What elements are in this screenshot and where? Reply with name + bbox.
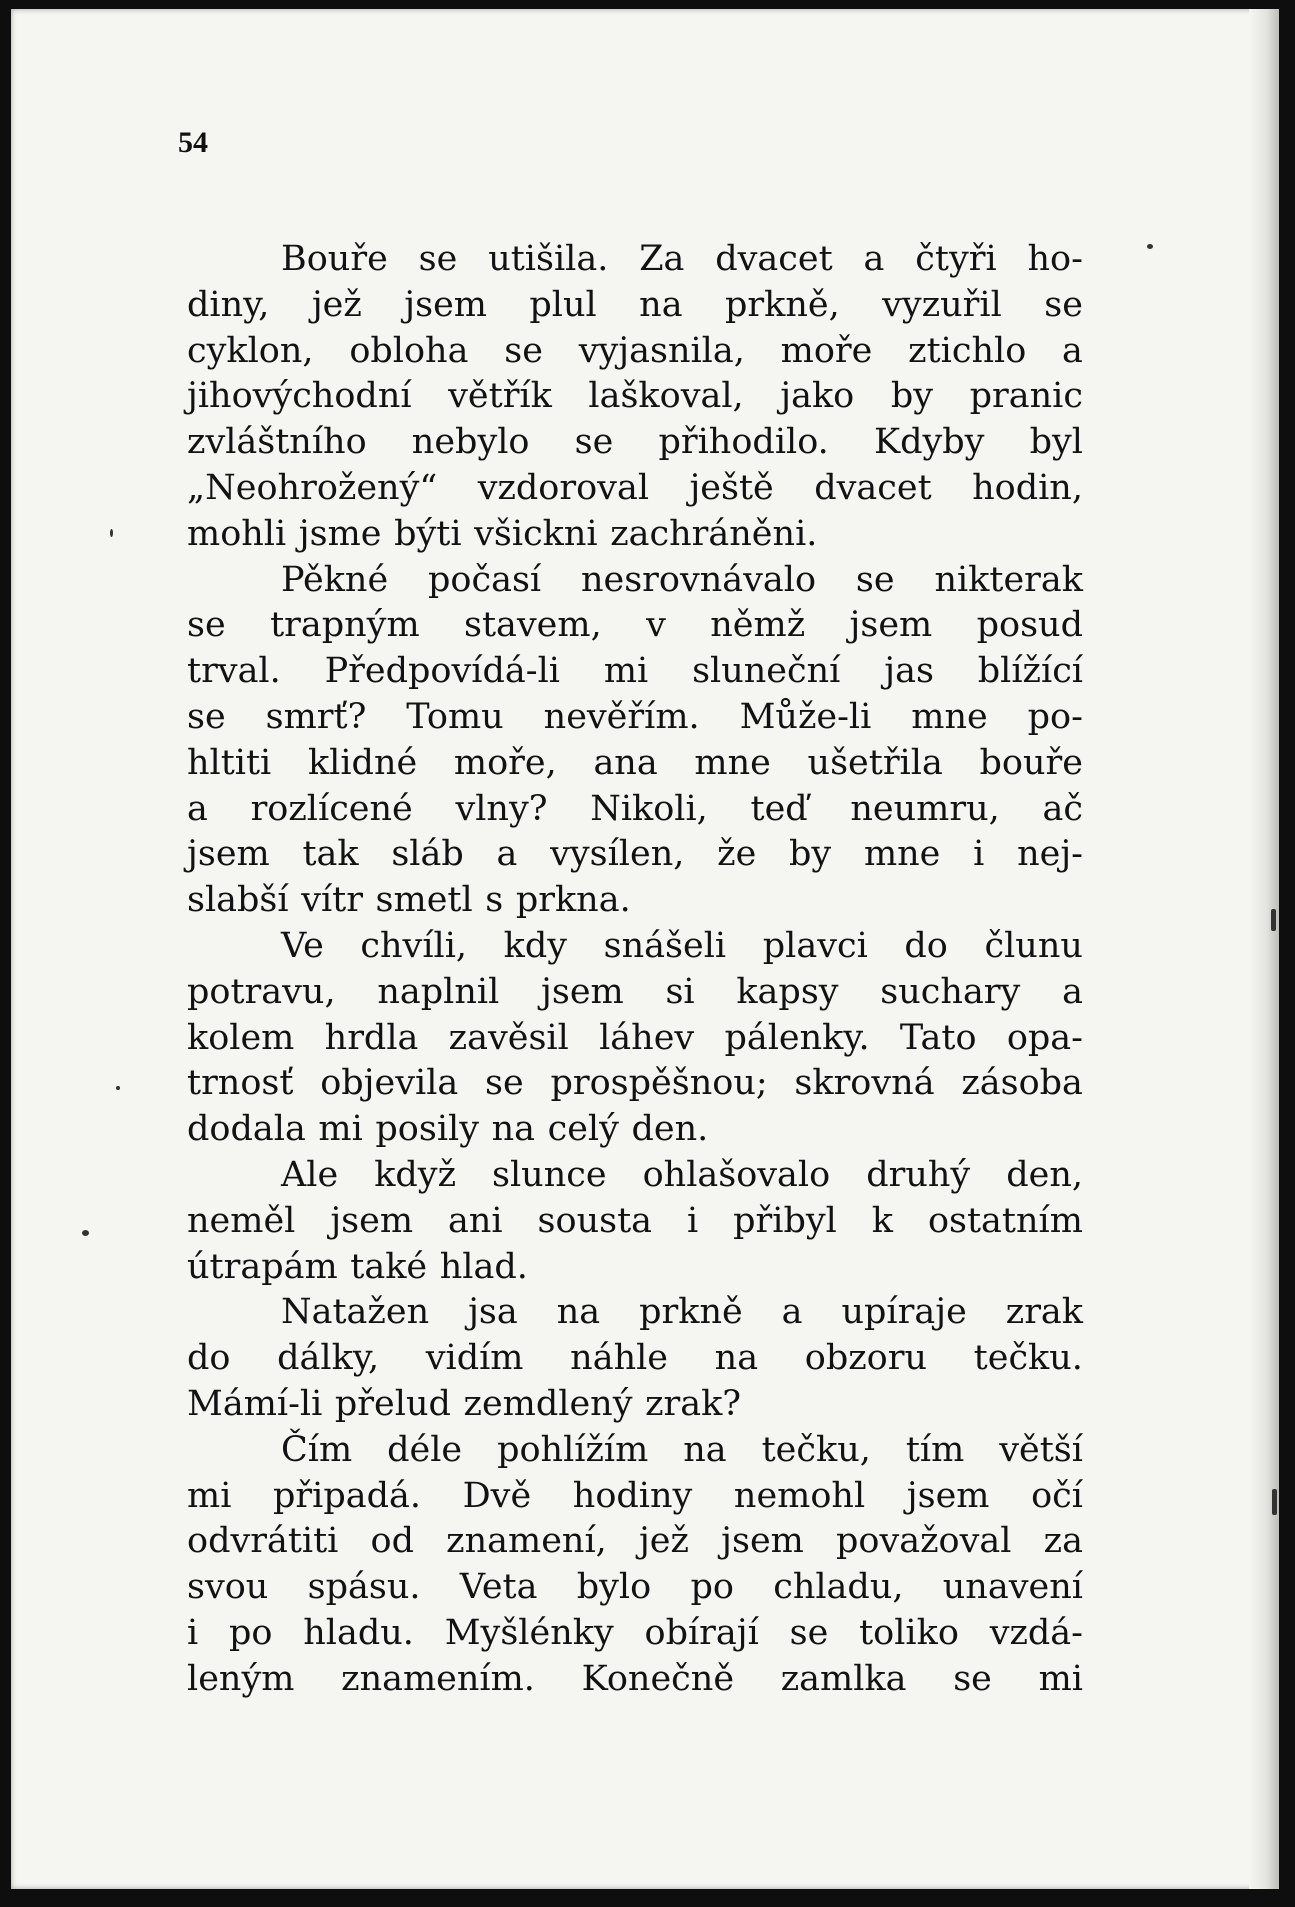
text-line xyxy=(187,1290,1083,1336)
text-line xyxy=(187,787,1083,833)
word: na xyxy=(491,1109,536,1150)
word: k xyxy=(871,1200,893,1241)
word: Nikoli, xyxy=(590,788,708,829)
word: mohli xyxy=(187,513,287,554)
word: spásu. xyxy=(307,1567,421,1608)
word: den. xyxy=(631,1109,709,1150)
word: do xyxy=(904,925,948,966)
word: ač xyxy=(1042,788,1083,829)
word: nikterak xyxy=(934,559,1083,600)
word: hltiti xyxy=(187,742,272,783)
word: ještě xyxy=(689,467,774,508)
word: se xyxy=(789,1612,829,1653)
word: Pěkné xyxy=(281,559,389,600)
word: vysílen, xyxy=(550,834,685,875)
word: vidím xyxy=(425,1338,524,1379)
text-line xyxy=(187,420,1083,466)
word: hodiny xyxy=(572,1475,693,1516)
word: mi xyxy=(318,1109,363,1150)
word: potravu, xyxy=(187,971,336,1012)
word: kdy xyxy=(503,925,568,966)
word: od xyxy=(370,1521,415,1562)
text-line xyxy=(187,1016,1083,1062)
word: dvacet xyxy=(814,467,932,508)
word: Bouře xyxy=(281,239,388,279)
word: hrdla xyxy=(324,1017,419,1058)
word: ostatním xyxy=(927,1200,1083,1241)
word: do xyxy=(187,1338,231,1379)
body-text xyxy=(187,237,1083,1703)
word: býti xyxy=(394,513,462,554)
word: tečku, xyxy=(761,1429,871,1470)
word: ohlašovalo xyxy=(642,1154,831,1195)
text-line xyxy=(187,1061,1083,1107)
word: svou xyxy=(187,1567,269,1608)
word: zachráněni. xyxy=(610,513,818,554)
word: Natažen xyxy=(281,1292,430,1333)
page-number: 54 xyxy=(178,126,208,159)
word: den, xyxy=(1006,1154,1083,1195)
ink-speck xyxy=(116,1086,120,1090)
ink-speck xyxy=(1271,909,1276,931)
text-line xyxy=(187,329,1083,375)
word: láhev xyxy=(599,1017,695,1058)
word: jsem xyxy=(721,1521,804,1562)
word: celý xyxy=(547,1109,619,1150)
word: pohlížím xyxy=(497,1429,649,1470)
word: prkně, xyxy=(725,284,840,325)
word: pálenky. xyxy=(724,1017,870,1058)
word: a xyxy=(863,239,885,279)
word: prkně xyxy=(639,1292,743,1333)
word: hodin, xyxy=(972,467,1083,508)
word: obloha xyxy=(349,330,469,371)
word: Tomu xyxy=(406,696,504,737)
word: vítr xyxy=(301,880,363,921)
word: teď xyxy=(750,788,808,829)
page-edge-shadow xyxy=(1249,9,1279,1889)
word: kapsy xyxy=(736,971,839,1012)
word: vyzuřil xyxy=(882,284,1002,325)
text-line xyxy=(187,832,1083,878)
word: mi xyxy=(603,651,649,692)
word: si xyxy=(665,971,695,1012)
word: nesrovnávalo xyxy=(580,559,817,600)
word: mi xyxy=(1038,1658,1083,1699)
text-line xyxy=(187,1611,1083,1657)
word: diny, xyxy=(187,284,270,325)
word: jsme xyxy=(298,513,382,554)
word: hlad. xyxy=(439,1246,528,1287)
text-line xyxy=(187,1519,1083,1565)
word: i xyxy=(973,834,985,875)
word: utišila. xyxy=(488,239,609,279)
word: se xyxy=(855,559,895,600)
word: a xyxy=(781,1292,803,1333)
ink-speck xyxy=(82,1230,89,1236)
word: se xyxy=(418,239,458,279)
text-line xyxy=(187,558,1083,604)
word: se xyxy=(485,1063,524,1104)
word: byl xyxy=(1029,422,1083,463)
word: bylo xyxy=(576,1567,652,1608)
word: neměl xyxy=(187,1200,296,1241)
word: by xyxy=(789,834,832,875)
word: upíraje xyxy=(841,1292,967,1333)
word: odvrátiti xyxy=(187,1521,339,1562)
word: přelud xyxy=(334,1383,451,1424)
word: jsem xyxy=(541,971,624,1012)
word: jsa xyxy=(468,1292,518,1333)
word: se xyxy=(953,1658,992,1699)
word: jsem xyxy=(330,1200,414,1241)
word: dodala xyxy=(187,1109,306,1150)
word: větší xyxy=(999,1429,1083,1470)
text-line xyxy=(187,741,1083,787)
word: se xyxy=(504,330,543,371)
text-line xyxy=(187,695,1083,741)
word: jsem xyxy=(849,605,933,646)
word: skrovná xyxy=(794,1063,935,1104)
word: laškoval, xyxy=(588,376,744,417)
word: větřík xyxy=(448,376,552,417)
word: ušetřila xyxy=(807,742,943,783)
word: prkna. xyxy=(515,880,631,921)
word: když xyxy=(374,1154,457,1195)
text-line xyxy=(187,924,1083,970)
word: Čím xyxy=(281,1429,353,1470)
word: Myšlénky xyxy=(444,1612,614,1653)
word: čtyři xyxy=(915,239,997,279)
word: připadá. xyxy=(273,1475,421,1516)
word: jihovýchodní xyxy=(187,376,412,417)
word: mi xyxy=(187,1475,232,1516)
word: se xyxy=(1044,284,1083,325)
word: a xyxy=(1062,971,1083,1012)
word: náhle xyxy=(570,1338,669,1379)
word: v xyxy=(646,605,666,646)
word: jsem xyxy=(404,284,487,325)
word: vzdoroval xyxy=(477,467,650,508)
word: mne xyxy=(911,696,988,737)
word: zamlka xyxy=(780,1658,907,1699)
word: trnosť xyxy=(187,1063,294,1104)
word: chladu, xyxy=(773,1567,904,1608)
text-line xyxy=(187,878,1083,924)
word: smetl xyxy=(375,880,473,921)
text-line xyxy=(187,237,1083,283)
word: nej- xyxy=(1017,834,1083,875)
word: nebylo xyxy=(411,422,530,463)
word: naplnil xyxy=(377,971,500,1012)
word: objevila xyxy=(320,1063,459,1104)
word: i xyxy=(187,1612,199,1653)
word: pranic xyxy=(969,376,1083,417)
word: „Neohrožený“ xyxy=(187,467,438,508)
word: trapným xyxy=(270,605,420,646)
word: dvacet xyxy=(715,239,833,279)
text-line xyxy=(187,1474,1083,1520)
word: Kdyby xyxy=(873,422,985,463)
word: považoval xyxy=(836,1521,1012,1562)
word: unavení xyxy=(942,1567,1083,1608)
word: za xyxy=(1043,1521,1083,1562)
word: zrak? xyxy=(645,1383,742,1424)
word: mne xyxy=(863,834,941,875)
word: se xyxy=(187,605,226,646)
word: tak xyxy=(302,834,359,875)
word: jež xyxy=(311,284,362,325)
word: moře xyxy=(780,330,873,371)
word: jsem xyxy=(906,1475,990,1516)
word: se xyxy=(574,422,614,463)
text-line xyxy=(187,1565,1083,1611)
word: zavěsil xyxy=(448,1017,569,1058)
word: vlny? xyxy=(455,788,548,829)
word: obírají xyxy=(644,1612,759,1653)
word: déle xyxy=(387,1429,463,1470)
word: smrť? xyxy=(265,696,367,737)
text-line xyxy=(187,603,1083,649)
word: nevěřím. xyxy=(543,696,700,737)
word: a xyxy=(496,834,518,875)
word: trval. xyxy=(187,651,281,692)
word: jsem xyxy=(187,834,270,875)
word: mne xyxy=(694,742,771,783)
word: zásoba xyxy=(961,1063,1083,1104)
word: Za xyxy=(639,239,685,279)
word: cyklon, xyxy=(187,330,314,371)
word: Veta xyxy=(459,1567,538,1608)
text-line xyxy=(187,466,1083,512)
word: a xyxy=(1062,330,1083,371)
word: tečku. xyxy=(973,1338,1083,1379)
word: Předpovídá-li xyxy=(324,651,560,692)
word: by xyxy=(890,376,934,417)
word: stavem, xyxy=(464,605,602,646)
word: i xyxy=(686,1200,699,1241)
word: prospěšnou; xyxy=(550,1063,768,1104)
word: ani xyxy=(447,1200,503,1241)
word: Dvě xyxy=(462,1475,532,1516)
word: suchary xyxy=(880,971,1021,1012)
word: přibyl xyxy=(733,1200,837,1241)
word: jas xyxy=(884,651,934,692)
text-line xyxy=(187,649,1083,695)
word: němž xyxy=(710,605,806,646)
word: očí xyxy=(1031,1475,1083,1516)
word: blížící xyxy=(977,651,1083,692)
word: s xyxy=(485,880,504,921)
word: znamením. xyxy=(341,1658,535,1699)
word: na xyxy=(556,1292,601,1333)
word: po xyxy=(690,1567,734,1608)
word: ho- xyxy=(1027,239,1083,279)
word: toliko xyxy=(859,1612,959,1653)
text-line xyxy=(187,1657,1083,1703)
word: dálky, xyxy=(277,1338,380,1379)
word: nemohl xyxy=(733,1475,866,1516)
word: moře, xyxy=(453,742,557,783)
text-line xyxy=(187,1107,1083,1153)
text-line xyxy=(187,374,1083,420)
word: všickni xyxy=(474,513,598,554)
word: Ale xyxy=(281,1154,339,1195)
text-line xyxy=(187,512,1083,558)
word: ana xyxy=(593,742,658,783)
word: jako xyxy=(780,376,855,417)
word: vzdá- xyxy=(989,1612,1083,1653)
text-line xyxy=(187,1336,1083,1382)
word: Tato xyxy=(899,1017,977,1058)
word: na xyxy=(714,1338,759,1379)
text-line xyxy=(187,1153,1083,1199)
word: Ve xyxy=(281,925,324,966)
word: klidné xyxy=(307,742,418,783)
word: bouře xyxy=(979,742,1083,783)
text-line xyxy=(187,1245,1083,1291)
word: slabší xyxy=(187,880,289,921)
word: snášeli xyxy=(603,925,727,966)
word: rozlícené xyxy=(250,788,413,829)
word: po- xyxy=(1027,696,1083,737)
ink-speck xyxy=(1272,1489,1277,1515)
word: útrapám xyxy=(187,1246,338,1287)
word: slunce xyxy=(492,1154,607,1195)
word: na xyxy=(683,1429,727,1470)
text-line xyxy=(187,970,1083,1016)
word: a xyxy=(187,788,208,829)
word: druhý xyxy=(866,1154,971,1195)
word: chvíli, xyxy=(360,925,468,966)
word: hladu. xyxy=(303,1612,414,1653)
word: obzoru xyxy=(804,1338,928,1379)
word: Mámí-li xyxy=(187,1383,323,1424)
ink-speck xyxy=(110,529,113,537)
text-line xyxy=(187,1428,1083,1474)
word: sláb xyxy=(391,834,464,875)
word: plavci xyxy=(762,925,868,966)
text-line xyxy=(187,1199,1083,1245)
word: sousta xyxy=(537,1200,653,1241)
word: posud xyxy=(976,605,1083,646)
word: zvláštního xyxy=(187,422,367,463)
word: vyjasnila, xyxy=(578,330,745,371)
word: počasí xyxy=(428,559,542,600)
word: ztichlo xyxy=(908,330,1027,371)
word: kolem xyxy=(187,1017,295,1058)
word: jež xyxy=(638,1521,689,1562)
text-line xyxy=(187,1382,1083,1428)
text-line xyxy=(187,283,1083,329)
word: po xyxy=(228,1612,273,1653)
word: zemdlený xyxy=(463,1383,633,1424)
word: Může-li xyxy=(739,696,872,737)
word: tím xyxy=(905,1429,965,1470)
word: sluneční xyxy=(692,651,841,692)
word: Konečně xyxy=(581,1658,735,1699)
word: na xyxy=(639,284,683,325)
word: znamení, xyxy=(446,1521,607,1562)
ink-speck xyxy=(1147,244,1153,249)
word: neumru, xyxy=(850,788,1000,829)
word: posily xyxy=(375,1109,479,1150)
word: opa- xyxy=(1006,1017,1083,1058)
word: se xyxy=(187,696,226,737)
word: přihodilo. xyxy=(658,422,829,463)
word: leným xyxy=(187,1658,295,1699)
word: zrak xyxy=(1005,1292,1083,1333)
word: člunu xyxy=(984,925,1083,966)
word: že xyxy=(717,834,757,875)
book-page xyxy=(11,9,1279,1889)
word: plul xyxy=(529,284,597,325)
word: také xyxy=(350,1246,428,1287)
